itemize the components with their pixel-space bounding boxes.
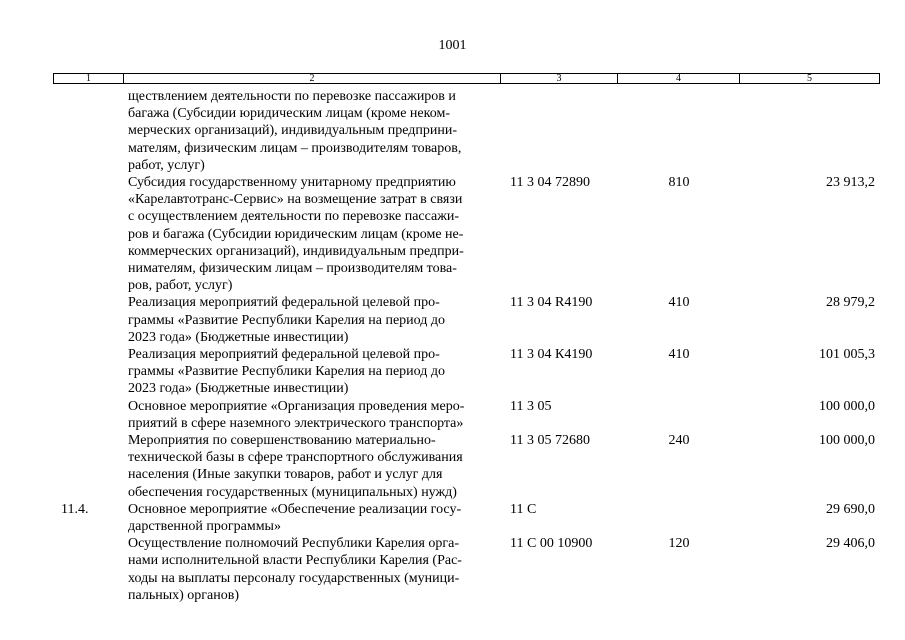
amount: 29 690,0	[826, 501, 875, 517]
description-line: Основное мероприятие «Обеспечение реализации госу-	[128, 501, 462, 517]
row-description	[128, 174, 498, 294]
column-header-4: 4	[618, 74, 740, 84]
expense-type-code: 120	[668, 536, 690, 552]
description-line: Реализация мероприятий федеральной целевой про-	[128, 295, 440, 311]
amount: 28 979,2	[826, 295, 875, 311]
amount: 100 000,0	[819, 398, 875, 414]
target-article-code: 11 С 00 10900	[510, 536, 593, 552]
target-article-code: 11 3 04 К4190	[510, 347, 593, 363]
description-line: граммы «Развитие Республики Карелия на период до	[128, 364, 446, 380]
description-line: багажа (Субсидии юридическим лицам (кроме неком-	[128, 106, 450, 122]
description-line: пальных) органов)	[128, 587, 239, 603]
expense-type-code: 410	[668, 347, 690, 363]
description-line: 2023 года» (Бюджетные инвестиции)	[128, 329, 349, 345]
column-header-1: 1	[54, 74, 124, 84]
amount: 101 005,3	[819, 347, 875, 363]
column-header-2: 2	[124, 74, 501, 84]
row-description	[128, 432, 498, 501]
column-header-5: 5	[740, 74, 880, 84]
description-line: приятий в сфере наземного электрического транспорта»	[128, 415, 464, 431]
table-row	[53, 432, 879, 501]
description-line: работ, услуг)	[128, 157, 205, 173]
row-description	[128, 501, 498, 535]
description-line: Основное мероприятие «Организация проведения меро-	[128, 398, 465, 414]
amount: 23 913,2	[826, 175, 875, 191]
description-line: с осуществлением деятельности по перевозке пассажи-	[128, 209, 460, 225]
table-row	[53, 294, 879, 346]
description-line: населения (Иные закупки товаров, работ и услуг для	[128, 467, 443, 483]
expense-type-code: 810	[668, 175, 690, 191]
target-article-code: 11 3 04 72890	[510, 175, 590, 191]
table-row	[53, 501, 879, 535]
budget-table-body	[53, 88, 879, 604]
target-article-code: 11 3 05	[510, 398, 552, 414]
description-line: 2023 года» (Бюджетные инвестиции)	[128, 381, 349, 397]
amount: 100 000,0	[819, 433, 875, 449]
row-description	[128, 88, 498, 174]
table-row	[53, 174, 879, 294]
target-article-code: 11 3 04 R4190	[510, 295, 593, 311]
table-row	[53, 398, 879, 432]
row-number: 11.4.	[61, 501, 89, 517]
description-line: обеспечения государственных (муниципальных) нужд)	[128, 484, 457, 500]
description-line: дарственной программы»	[128, 519, 281, 535]
row-description	[128, 535, 498, 604]
column-header-row	[54, 74, 880, 84]
target-article-code: 11 3 05 72680	[510, 433, 590, 449]
column-header-table	[53, 73, 880, 84]
description-line: технической базы в сфере транспортного обслуживания	[128, 450, 463, 466]
description-line: Субсидия государственному унитарному предприятию	[128, 175, 456, 191]
table-row	[53, 346, 879, 398]
table-row	[53, 535, 879, 604]
description-line: нимателям, физическим лицам – производителям това-	[128, 261, 457, 277]
description-line: мателям, физическим лицам – производителям товаров,	[128, 140, 462, 156]
description-line: ров, работ, услуг)	[128, 278, 233, 294]
column-header-3: 3	[501, 74, 618, 84]
table-row	[53, 88, 879, 174]
description-line: нами исполнительной власти Республики Карелия (Рас-	[128, 553, 462, 569]
amount: 29 406,0	[826, 536, 875, 552]
row-description	[128, 346, 498, 398]
expense-type-code: 410	[668, 295, 690, 311]
description-line: мерческих организаций), индивидуальным предприни-	[128, 123, 458, 139]
description-line: Осуществление полномочий Республики Карелия орга-	[128, 536, 460, 552]
description-line: Мероприятия по совершенствованию материально-	[128, 433, 436, 449]
description-line: «Карелавтотранс-Сервис» на возмещение затрат в связи	[128, 192, 463, 208]
row-description	[128, 294, 498, 346]
description-line: Реализация мероприятий федеральной целевой про-	[128, 347, 440, 363]
target-article-code: 11 С	[510, 501, 537, 517]
expense-type-code: 240	[668, 433, 690, 449]
description-line: ходы на выплаты персоналу государственных (муници-	[128, 570, 460, 586]
description-line: граммы «Развитие Республики Карелия на период до	[128, 312, 446, 328]
page-number: 1001	[438, 38, 467, 53]
description-line: ров и багажа (Субсидии юридическим лицам (кроме не-	[128, 226, 464, 242]
row-description	[128, 398, 498, 432]
description-line: коммерческих организаций), индивидуальным предпри-	[128, 243, 464, 259]
description-line: ществлением деятельности по перевозке пассажиров и	[128, 89, 456, 104]
